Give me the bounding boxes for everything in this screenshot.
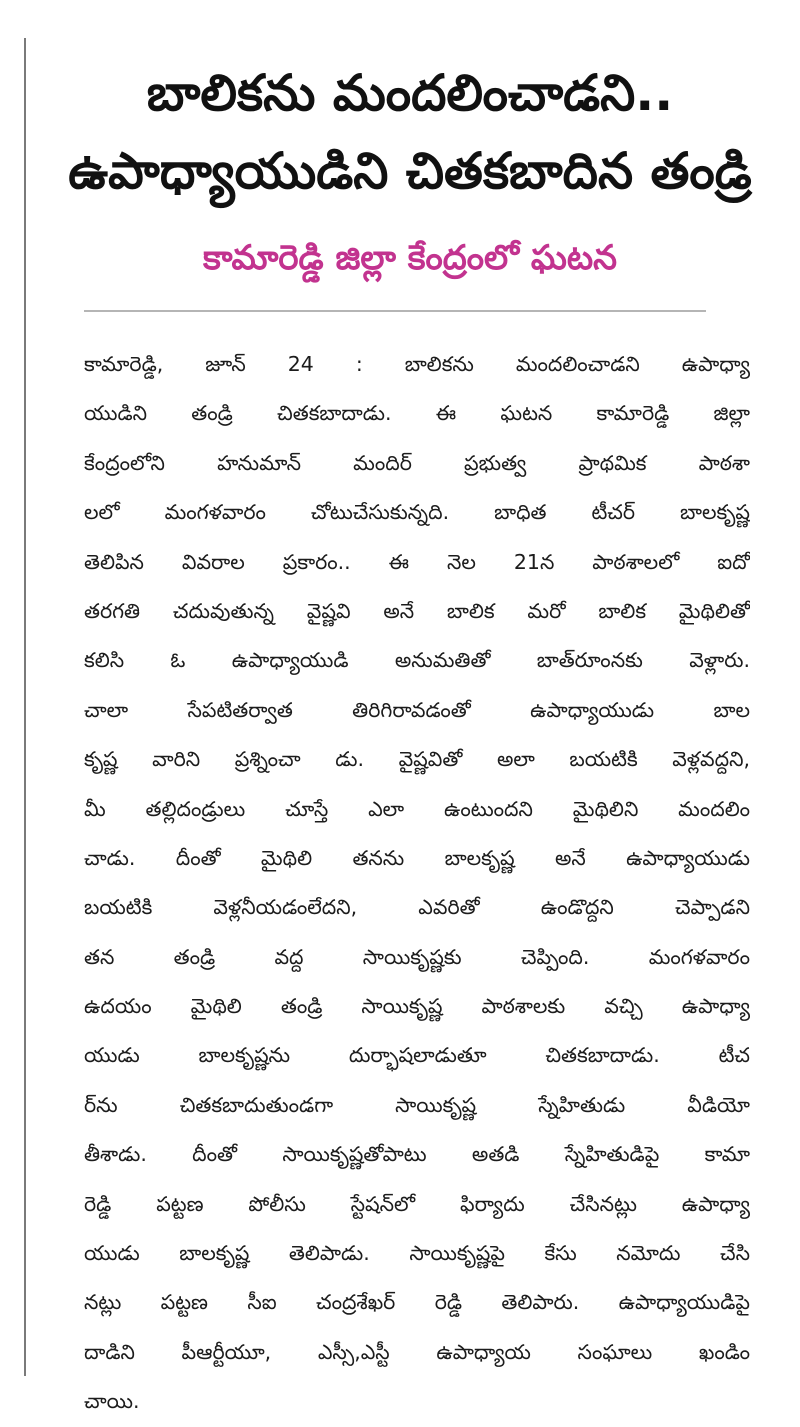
article-line: చాయి. xyxy=(84,1389,140,1414)
headline-divider xyxy=(84,310,706,312)
article-line: తరగతి చదువుతున్న వైష్ణవి అనే బాలిక మరో బాలిక మైథిలితో xyxy=(84,598,750,623)
column-rule xyxy=(24,38,26,1376)
article-line: తన తండ్రి వద్ద సాయికృష్ణకు చెప్పింది. మంగళవారం xyxy=(84,944,750,969)
article-line: కృష్ణ వారిని ప్రశ్నించా డు. వైష్ణవితో అలా బయటికి వెళ్లవద్దని, xyxy=(84,747,750,772)
article-line: రెడ్డి పట్టణ పోలీసు స్టేషన్‌లో ఫిర్యాదు చేసినట్లు ఉపాధ్యా xyxy=(84,1191,750,1216)
article-line: తీశాడు. దీంతో సాయికృష్ణతోపాటు అతడి స్నేహితుడిపై కామా xyxy=(84,1142,750,1167)
headline-line-2: ఉపాధ్యాయుడిని చితకబాదిన తండ్రి xyxy=(68,142,752,200)
article-line: లలో మంగళవారం చోటుచేసుకున్నది. బాధిత టీచర్ బాలకృష్ణ xyxy=(84,500,750,525)
article-line: కామారెడ్డి, జూన్ 24 : బాలికను మందలించాడని ఉపాధ్యా xyxy=(84,352,750,376)
article-body xyxy=(84,340,750,1427)
article-line: మీ తల్లిదండ్రులు చూస్తే ఎలా ఉంటుందని మైథిలిని మందలిం xyxy=(84,796,750,821)
article-line: బయటికి వెళ్లనీయడంలేదని, ఎవరితో ఉండొద్దని చెప్పాడని xyxy=(84,895,750,920)
article-line: నట్లు పట్టణ సీఐ చంద్రశేఖర్ రెడ్డి తెలిపారు. ఉపాధ్యాయుడిపై xyxy=(84,1290,750,1315)
article-line: యుడిని తండ్రి చితకబాదాడు. ఈ ఘటన కామారెడ్డి జిల్లా xyxy=(84,401,750,426)
article-line: ర్‌ను చితకబాదుతుండగా సాయికృష్ణ స్నేహితుడు వీడియో xyxy=(84,1092,750,1117)
article-line: కలిసి ఓ ఉపాధ్యాయుడి అనుమతితో బాత్‌రూంనకు వెళ్లారు. xyxy=(84,648,750,673)
article-line: చాడు. దీంతో మైథిలి తనను బాలకృష్ణ అనే ఉపాధ్యాయుడు xyxy=(84,845,750,870)
article-line: యుడు బాలకృష్ణను దుర్భాషలాడుతూ చితకబాదాడు. టీచ xyxy=(84,1043,750,1068)
headline-line-1: బాలికను మందలించాడని.. xyxy=(146,64,674,122)
subheadline: కామారెడ్డి జిల్లా కేంద్రంలో ఘటన xyxy=(203,238,617,278)
article-line: కేంద్రంలోని హనుమాన్ మందిర్ ప్రభుత్వ ప్రాథమిక పాఠశా xyxy=(84,450,750,475)
article-line: చాలా సేపటితర్వాత తిరిగిరావడంతో ఉపాధ్యాయుడు బాల xyxy=(84,697,750,722)
article-line: తెలిపిన వివరాల ప్రకారం.. ఈ నెల 21న పాఠశాలలో ఐదో xyxy=(84,549,750,574)
article-line: దాడిని పీఆర్టీయూ, ఎస్సీ,ఎస్టీ ఉపాధ్యాయ సంఘాలు ఖండిం xyxy=(84,1339,750,1364)
article-line: ఉదయం మైథిలి తండ్రి సాయికృష్ణ పాఠశాలకు వచ్చి ఉపాధ్యా xyxy=(84,994,750,1019)
article-line: యుడు బాలకృష్ణ తెలిపాడు. సాయికృష్ణపై కేసు నమోదు చేసి xyxy=(84,1241,750,1266)
